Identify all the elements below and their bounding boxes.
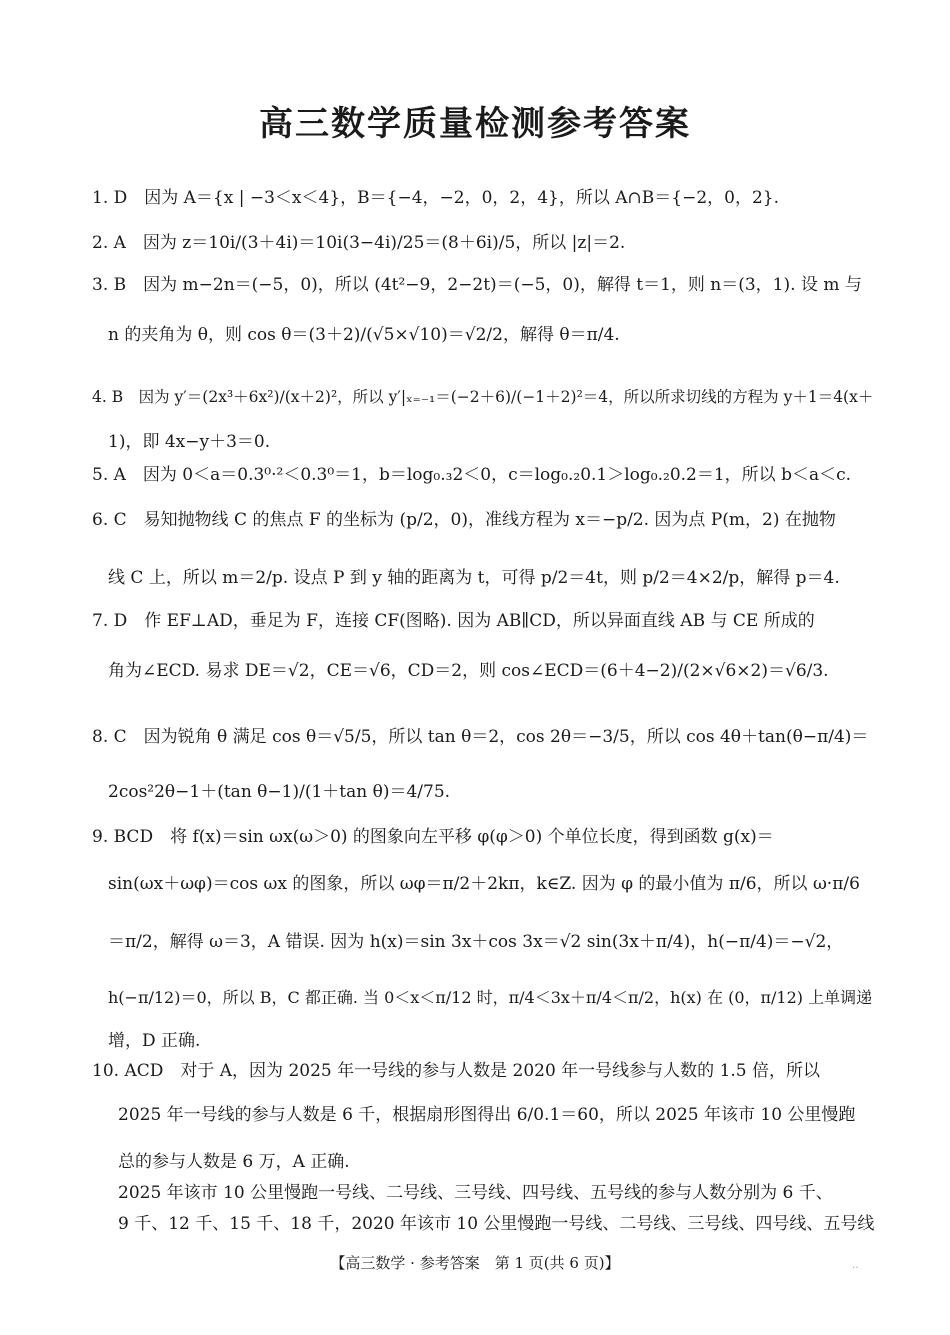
answer-6-line-2: 线 C 上，所以 m＝2/p. 设点 P 到 y 轴的距离为 t，可得 p/2＝4t，则 p/2＝4×2/p，解得 p＝4. <box>108 568 840 588</box>
answer-8-line-1: 8. C 因为锐角 θ 满足 cos θ＝√5/5，所以 tan θ＝2，cos 2θ＝−3/5，所以 cos 4θ＋tan(θ−π/4)＝ <box>92 727 869 747</box>
answer-9-line-4: h(−π/12)＝0，所以 B，C 都正确. 当 0＜x＜π/12 时，π/4＜3x＋π/4＜π/2，h(x) 在 (0，π/12) 上单调递 <box>108 988 873 1007</box>
answer-10-line-4: 2025 年该市 10 公里慢跑一号线、二号线、三号线、四号线、五号线的参与人数分别为 6 千、 <box>118 1183 833 1203</box>
answer-6-line-1: 6. C 易知抛物线 C 的焦点 F 的坐标为 (p/2，0)，准线方程为 x＝−p/2. 因为点 P(m，2) 在抛物 <box>92 510 836 530</box>
answer-5: 5. A 因为 0＜a＝0.3⁰·²＜0.3⁰＝1，b＝log₀.₃2＜0，c＝log₀.₂0.1＞log₀.₂0.2＝1，所以 b＜a＜c. <box>92 465 852 485</box>
corner-mark: ‥ <box>852 1260 859 1271</box>
answer-9-line-3: ＝π/2，解得 ω＝3，A 错误. 因为 h(x)＝sin 3x＋cos 3x＝√2 sin(3x＋π/4)，h(−π/4)＝−√2， <box>108 932 844 952</box>
answer-3-line-2: n 的夹角为 θ，则 cos θ＝(3＋2)/(√5×√10)＝√2/2，解得 θ＝π/4. <box>108 325 620 345</box>
page-title: 高三数学质量检测参考答案 <box>259 104 691 144</box>
answer-7-line-1: 7. D 作 EF⊥AD，垂足为 F，连接 CF(图略). 因为 AB∥CD，所以异面直线 AB 与 CE 所成的 <box>92 611 815 631</box>
answer-10-line-5: 9 千、12 千、15 千、18 千，2020 年该市 10 公里慢跑一号线、二号线、三号线、四号线、五号线 <box>118 1214 875 1234</box>
answer-2: 2. A 因为 z＝10i/(3＋4i)＝10i(3−4i)/25＝(8＋6i)/5，所以 |z|＝2. <box>92 233 626 253</box>
page-footer: 【高三数学 · 参考答案 第 1 页(共 6 页)】 <box>330 1254 620 1272</box>
answer-10-line-2: 2025 年一号线的参与人数是 6 千，根据扇形图得出 6/0.1＝60，所以 2025 年该市 10 公里慢跑 <box>118 1105 856 1125</box>
answer-9-line-1: 9. BCD 将 f(x)＝sin ωx(ω＞0) 的图象向左平移 φ(φ＞0) 个单位长度，得到函数 g(x)＝ <box>92 827 774 847</box>
answer-10-line-1: 10. ACD 对于 A，因为 2025 年一号线的参与人数是 2020 年一号线参与人数的 1.5 倍，所以 <box>92 1061 821 1081</box>
answer-1: 1. D 因为 A＝{x | −3＜x＜4}，B＝{−4，−2，0，2，4}，所以 A∩B＝{−2，0，2}. <box>92 188 779 208</box>
answer-4-line-1: 4. B 因为 y′＝(2x³＋6x²)/(x＋2)²，所以 y′|ₓ₌₋₁＝(−2＋6)/(−1＋2)²＝4，所以所求切线的方程为 y＋1＝4(x＋ <box>92 388 874 406</box>
answer-10-line-3: 总的参与人数是 6 万，A 正确. <box>118 1152 350 1172</box>
answer-9-line-2: sin(ωx＋ωφ)＝cos ωx 的图象，所以 ωφ＝π/2＋2kπ，k∈Z. 因为 φ 的最小值为 π/6，所以 ω·π/6 <box>108 874 860 894</box>
answer-9-line-5: 增，D 正确. <box>108 1031 201 1051</box>
answer-3-line-1: 3. B 因为 m−2n＝(−5，0)，所以 (4t²−9，2−2t)＝(−5，0)，解得 t＝1，则 n＝(3，1). 设 m 与 <box>92 275 862 295</box>
answer-4-line-2: 1)，即 4x−y＋3＝0. <box>108 432 271 452</box>
answer-7-line-2: 角为∠ECD. 易求 DE＝√2，CE＝√6，CD＝2，则 cos∠ECD＝(6＋4−2)/(2×√6×2)＝√6/3. <box>108 661 829 681</box>
answer-8-line-2: 2cos²2θ−1＋(tan θ−1)/(1＋tan θ)＝4/75. <box>108 782 451 802</box>
